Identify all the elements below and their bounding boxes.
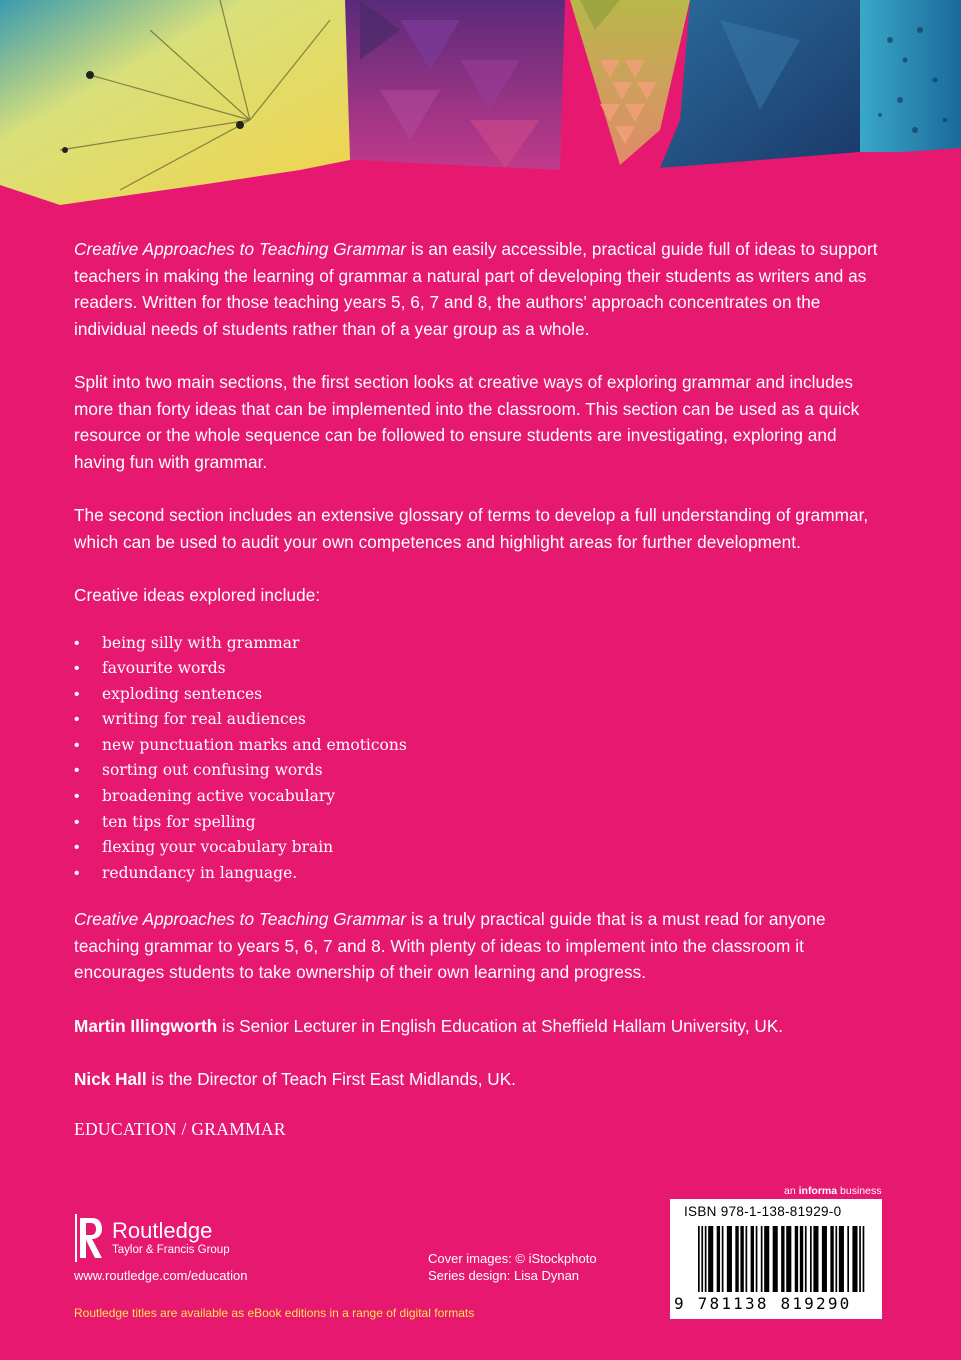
back-cover-text [74, 236, 884, 1140]
cover-credits [428, 1250, 597, 1284]
abstract-art-illustration [0, 0, 961, 215]
barcode-bar [835, 1226, 837, 1292]
informa-business-tag [784, 1185, 881, 1197]
isbn-label: ISBN 978-1-138-81929-0 [684, 1204, 842, 1219]
list-item: • ten tips for spelling [74, 810, 884, 836]
author-bio-text: is Senior Lecturer in English Education at Sheffield Hallam University, UK. [217, 1015, 784, 1036]
barcode-bar [761, 1226, 763, 1292]
author-bio-2 [74, 1066, 884, 1092]
barcode-bar [701, 1226, 703, 1292]
list-item: • sorting out confusing words [74, 758, 884, 784]
barcode-bar [795, 1226, 798, 1292]
book-title-italic: Creative Approaches to Teaching Grammar [74, 239, 407, 259]
author-bio-1 [74, 1013, 884, 1039]
barcode-bar [800, 1226, 803, 1292]
ideas-list [74, 631, 884, 887]
description-paragraph-3: The second section includes an extensive glossary of terms to develop a full understanding of grammar, which can be used to audit your own competences and highlight areas for further development. [74, 505, 869, 552]
barcode-bar [810, 1226, 812, 1292]
publisher-group: Taylor & Francis Group [112, 1244, 230, 1256]
publisher-url[interactable]: www.routledge.com/education [74, 1268, 248, 1283]
barcode-bar [756, 1226, 758, 1292]
cover-artwork-banner [0, 0, 961, 215]
list-item: • favourite words [74, 656, 884, 682]
barcode-bar [822, 1226, 827, 1292]
list-item: • writing for real audiences [74, 707, 884, 733]
barcode-bar [805, 1226, 807, 1292]
barcode-bar [698, 1226, 700, 1292]
barcode-bar [839, 1226, 844, 1292]
list-item: • exploding sentences [74, 682, 884, 708]
barcode-bar [859, 1226, 861, 1292]
routledge-r-icon [74, 1212, 106, 1264]
list-item: • being silly with grammar [74, 631, 884, 657]
barcode-bar [781, 1226, 784, 1292]
list-item: • flexing your vocabulary brain [74, 835, 884, 861]
subject-category: EDUCATION / GRAMMAR [74, 1118, 286, 1139]
cover-images-credit: Cover images: © iStockphoto [428, 1251, 597, 1266]
author-name: Martin Illingworth [74, 1015, 218, 1036]
publisher-logo [74, 1212, 230, 1264]
list-item: • broadening active vocabulary [74, 784, 884, 810]
list-item: • redundancy in language. [74, 861, 884, 887]
barcode-bar [847, 1226, 849, 1292]
author-bio-text: is the Director of Teach First East Midlands, UK. [146, 1068, 516, 1089]
barcode-bar [708, 1226, 713, 1292]
barcode-bar [786, 1226, 791, 1292]
description-paragraph-4 [74, 906, 884, 986]
author-name: Nick Hall [74, 1068, 147, 1089]
barcode-bar [722, 1226, 724, 1292]
ideas-list-intro: Creative ideas explored include: [74, 585, 321, 605]
barcode-bar [740, 1226, 743, 1292]
informa-word: informa [798, 1185, 838, 1197]
barcode-bar [764, 1226, 769, 1292]
barcode-bar [863, 1226, 865, 1292]
barcode-bar [773, 1226, 778, 1292]
barcode-bar [717, 1226, 720, 1292]
description-text: is a truly practical guide that is a must read for anyone teaching grammar to years 5, 6, 7 and 8. With plenty of ideas to implement into the classroom it encourages students to take ownership of their own learning and progress. [74, 909, 826, 983]
description-paragraph-1 [74, 236, 884, 342]
barcode-bar [735, 1226, 738, 1292]
barcode-bar [727, 1226, 732, 1292]
description-paragraph-2: Split into two main sections, the first section looks at creative ways of exploring grammar and includes more than forty ideas that can be implemented into the classroom. This section can be used as a quick resource or the whole sequence can be followed to ensure students are investigating, exploring and having fun with grammar. [74, 372, 860, 472]
barcode-bar [705, 1226, 707, 1292]
barcode-bar [813, 1226, 818, 1292]
informa-prefix: an [784, 1185, 799, 1197]
list-item: • new punctuation marks and emoticons [74, 733, 884, 759]
barcode-bars [698, 1226, 868, 1294]
series-design-credit: Series design: Lisa Dynan [428, 1268, 580, 1283]
isbn-barcode [670, 1199, 882, 1319]
informa-suffix: business [837, 1185, 882, 1197]
isbn-digits: 9 781138 819290 [674, 1294, 852, 1313]
barcode-bar [746, 1226, 748, 1292]
description-text: is an easily accessible, practical guide full of ideas to support teachers in making the learning of grammar a natural part of developing their students as writers and as readers. Written for those teaching years 5, 6, 7 and 8, the authors' approach concentrates on the individual needs of students rather than of a year group as a whole. [74, 239, 878, 339]
barcode-bar [852, 1226, 857, 1292]
barcode-bar [830, 1226, 833, 1292]
ebook-availability-note: Routledge titles are available as eBook editions in a range of digital formats [74, 1306, 475, 1320]
barcode-bar [751, 1226, 754, 1292]
book-title-italic: Creative Approaches to Teaching Grammar [74, 909, 407, 930]
publisher-name: Routledge [112, 1218, 213, 1243]
